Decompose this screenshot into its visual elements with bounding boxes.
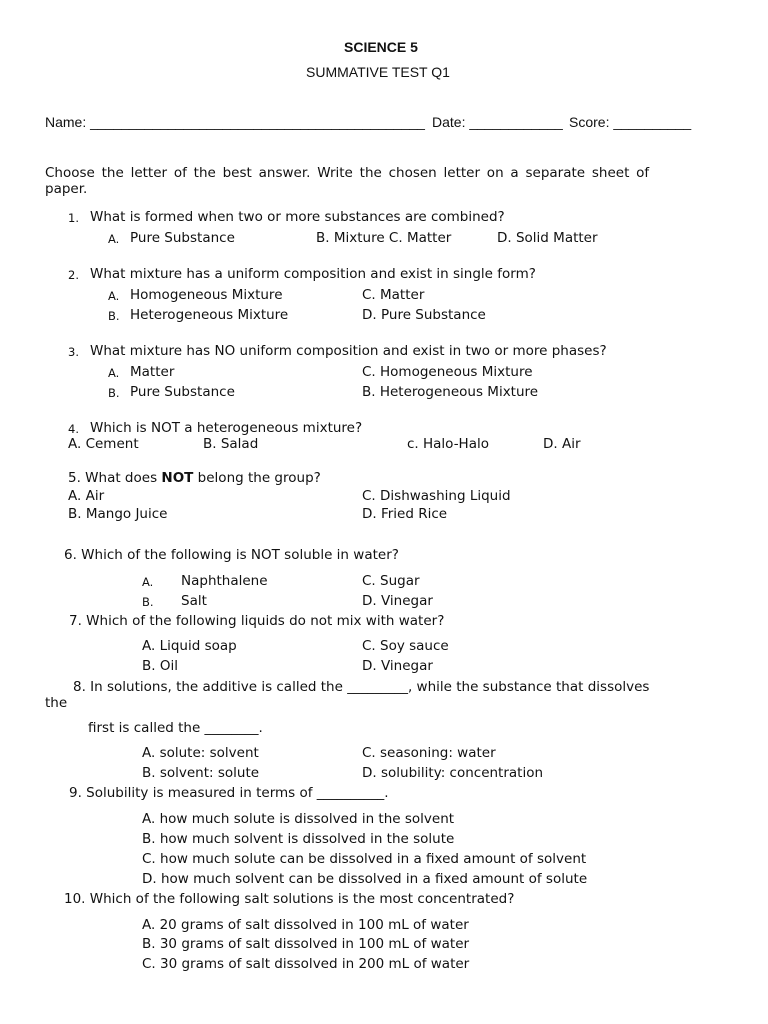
option-text: C. seasoning: water [362, 745, 496, 761]
instructions-line-2: paper. [45, 181, 88, 197]
question-text: the [45, 695, 68, 711]
question-text: 10. Which of the following salt solutions is the most concentrated? [64, 891, 515, 907]
option-text: Homogeneous Mixture [130, 287, 283, 303]
option-text: A. Cement [68, 436, 139, 452]
question-text-part: 5. What does [68, 470, 162, 486]
option-text: D. Solid Matter [497, 230, 598, 246]
question-text-part: belong the group? [193, 470, 321, 486]
option-text: Pure Substance [130, 384, 235, 400]
option-letter: A. [142, 575, 154, 589]
option-text: C. Homogeneous Mixture [362, 364, 533, 380]
option-text: A. Air [68, 488, 105, 504]
question-text: 9. Solubility is measured in terms of __________. [69, 785, 389, 801]
page-subtitle: SUMMATIVE TEST Q1 [306, 64, 450, 80]
option-text: A. solute: solvent [142, 745, 259, 761]
option-text: A. how much solute is dissolved in the solvent [142, 811, 455, 827]
option-text: Matter [130, 364, 175, 380]
option-text: Pure Substance [130, 230, 235, 246]
option-text: B. Mixture C. Matter [316, 230, 452, 246]
option-text: C. 30 grams of salt dissolved in 200 mL of water [142, 956, 470, 972]
page-title: SCIENCE 5 [344, 39, 418, 55]
score-field-line: Score: __________ [569, 114, 692, 130]
option-letter: B. [108, 309, 120, 323]
option-letter: B. [108, 386, 120, 400]
instructions-line-1: Choose the letter of the best answer. Write the chosen letter on a separate sheet of [45, 165, 650, 181]
option-text: D. Pure Substance [362, 307, 486, 323]
option-text: C. how much solute can be dissolved in a fixed amount of solvent [142, 851, 587, 867]
option-text: A. 20 grams of salt dissolved in 100 mL of water [142, 917, 469, 933]
option-text: D. Fried Rice [362, 506, 448, 522]
option-text: B. Heterogeneous Mixture [362, 384, 539, 400]
date-field-line: Date: ____________ [432, 114, 563, 130]
option-text: D. solubility: concentration [362, 765, 544, 781]
question-number: 1. [68, 211, 79, 225]
question-number: 4. [68, 422, 79, 436]
question-text: first is called the ________. [88, 720, 263, 736]
option-text: D. how much solvent can be dissolved in a fixed amount of solute [142, 871, 588, 887]
question-number: 2. [68, 268, 79, 282]
option-letter: A. [108, 366, 120, 380]
option-text: D. Vinegar [362, 658, 433, 674]
option-text: B. Oil [142, 658, 178, 674]
question-text: What is formed when two or more substances are combined? [90, 209, 505, 225]
option-text: C. Dishwashing Liquid [362, 488, 511, 504]
question-text: 6. Which of the following is NOT soluble in water? [64, 547, 399, 563]
question-text [68, 470, 321, 486]
option-text: B. solvent: solute [142, 765, 260, 781]
option-text: B. Salad [203, 436, 259, 452]
option-text: Naphthalene [181, 573, 268, 589]
option-text: Heterogeneous Mixture [130, 307, 289, 323]
option-letter: A. [108, 232, 120, 246]
option-text: B. how much solvent is dissolved in the solute [142, 831, 455, 847]
option-text: D. Air [543, 436, 581, 452]
question-text: 8. In solutions, the additive is called the _________, while the substance that dissolves [73, 679, 650, 695]
question-number: 3. [68, 345, 79, 359]
question-text: Which is NOT a heterogeneous mixture? [90, 420, 363, 436]
option-text: A. Liquid soap [142, 638, 237, 654]
question-text: What mixture has a uniform composition and exist in single form? [90, 266, 536, 282]
question-text: 7. Which of the following liquids do not mix with water? [69, 613, 445, 629]
question-emphasis: NOT [161, 470, 194, 486]
option-text: D. Vinegar [362, 593, 433, 609]
option-letter: B. [142, 595, 154, 609]
option-text: B. Mango Juice [68, 506, 168, 522]
question-text: What mixture has NO uniform composition and exist in two or more phases? [90, 343, 607, 359]
option-text: C. Soy sauce [362, 638, 449, 654]
option-letter: A. [108, 289, 120, 303]
option-text: C. Sugar [362, 573, 420, 589]
option-text: c. Halo-Halo [407, 436, 489, 452]
option-text: B. 30 grams of salt dissolved in 100 mL of water [142, 936, 470, 952]
option-text: C. Matter [362, 287, 425, 303]
option-text: Salt [181, 593, 207, 609]
name-field-line: Name: ___________________________________________ [45, 114, 425, 130]
